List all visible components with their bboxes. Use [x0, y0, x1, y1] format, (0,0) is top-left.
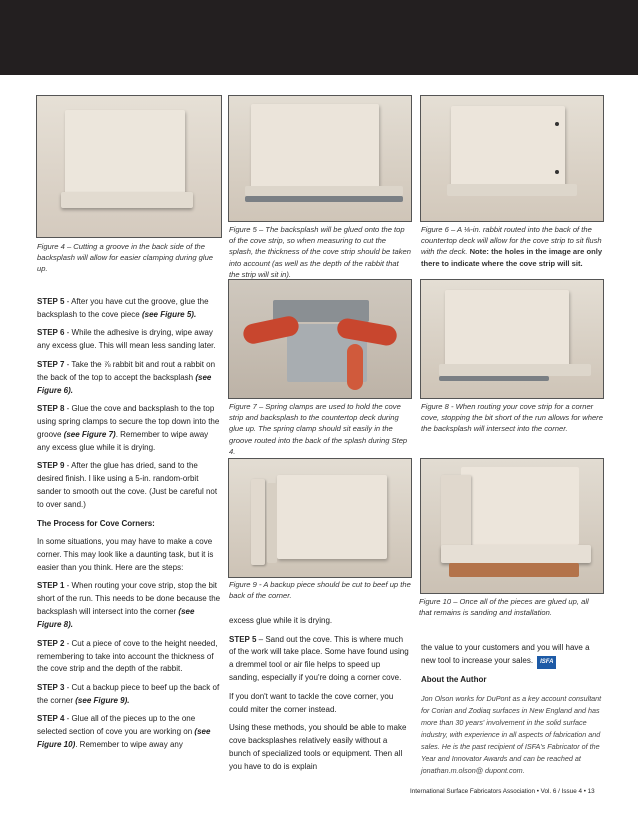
column-2-paragraph-3: Using these methods, you should be able to make cove backsplashes relatively easily without a bunch of specialized tools or equipment. Then all you have to do is explain	[229, 723, 407, 771]
corner-step-1-text: - When routing your cove strip, stop the bit short of the run. This needs to be done because the backsplash will intersect into the corner	[37, 581, 221, 617]
column-3-continuation: the value to your customers and you will have a new tool to increase your sales.	[421, 643, 590, 665]
column-2-text	[229, 615, 411, 779]
step-7-text: - Take the ⅞ rabbit bit and rout a rabbit on the back of the top to accept the backsplash	[37, 359, 216, 382]
figure-9-caption: Figure 9 - A backup piece should be cut to beef up the back of the corner.	[229, 580, 411, 601]
column-1-text	[37, 296, 221, 758]
corner-step-2-text: - Cut a piece of cove to the height needed, remembering to take into account the thickness of the cove strip and the depth of the rabbit.	[37, 638, 218, 674]
corner-step-4-text: - Glue all of the pieces up to the one selected section of cove you are working on	[37, 714, 196, 737]
figure-7-photo	[228, 279, 412, 399]
step-7-label: STEP 7	[37, 359, 65, 369]
step-8-text-2: . Remember to wipe away any excess glue while it is drying.	[37, 429, 209, 452]
process-heading: The Process for Cove Corners:	[37, 518, 155, 528]
figure-4-caption: Figure 4 – Cutting a groove in the back side of the backsplash will allow for easier clamping during glue up.	[37, 242, 214, 274]
step-6-text: - While the adhesive is drying, wipe away any excess glue. This will mean less sanding later.	[37, 328, 216, 351]
figure-7-caption: Figure 7 – Spring clamps are used to hold the cove strip and backsplash to the countertop deck during glue up. The spring clamp should sit easily in the groove routed into the back of the splash during Step 4.	[229, 402, 408, 456]
figure-6-note: Note: the holes in the image are only there to indicate where the cove strip will sit.	[421, 247, 603, 268]
figure-5-photo	[228, 95, 412, 222]
about-author-heading: About the Author	[421, 675, 487, 685]
figure-10-caption: Figure 10 – Once all of the pieces are glued up, all that remains is sanding and installation.	[419, 597, 589, 618]
process-intro: In some situations, you may have to make a cove corner. This may look like a daunting task, but it is easier than you think. Here are the steps:	[37, 537, 214, 572]
corner-step-1-label: STEP 1	[37, 581, 65, 591]
final-step-5-label: STEP 5	[229, 634, 257, 644]
corner-step-2-label: STEP 2	[37, 638, 65, 648]
final-step-5-text: – Sand out the cove. This is where much of the work will take place. Some have found using a dremmel tool or air file helps to speed up sanding, especially if you're doing a corner cove.	[229, 634, 409, 683]
step-9-text: - After the glue has dried, sand to the desired finish. I like using a 5-in. random-orbit sander to smooth out the cove. (Just be careful not to over sand.)	[37, 461, 218, 510]
figure-8-caption: Figure 8 - When routing your cove strip for a corner cove, stopping the bit short of the run allows for where the backsplash will intersect into the corner.	[421, 402, 603, 434]
step-9-label: STEP 9	[37, 461, 65, 471]
figure-6-caption-text: Figure 6 – A ⅛-in. rabbit routed into the back of the countertop deck will allow for the cove strip to sit flush with the deck.	[421, 225, 602, 257]
figure-4-photo	[36, 95, 222, 238]
corner-step-3-text: - Cut a backup piece to beef up the back of the corner	[37, 682, 220, 705]
corner-step-4-label: STEP 4	[37, 714, 65, 724]
page-footer: International Surface Fabricators Association • Vol. 6 / Issue 4 • 13	[410, 788, 595, 795]
corner-step-1-ref: (see Figure 8).	[37, 607, 195, 630]
column-3-text	[421, 642, 603, 777]
step-6-label: STEP 6	[37, 328, 65, 338]
corner-step-3-ref: (see Figure 9).	[75, 695, 130, 705]
header-bar	[0, 0, 638, 75]
step-8-label: STEP 8	[37, 404, 65, 414]
column-2-paragraph-2: If you don't want to tackle the cove corner, you could miter the corner instead.	[229, 691, 394, 714]
figure-9-photo	[228, 458, 412, 578]
corner-step-3-label: STEP 3	[37, 682, 65, 692]
step-5-label: STEP 5	[37, 297, 65, 306]
figure-6-caption	[421, 224, 603, 269]
figure-8-photo	[420, 279, 604, 399]
figure-10-photo	[420, 458, 604, 594]
column-2-continuation: excess glue while it is drying.	[229, 616, 333, 625]
corner-step-4-ref: (see Figure 10)	[37, 727, 211, 750]
step-5-ref: (see Figure 5).	[141, 309, 197, 319]
about-author-text: Jon Olson works for DuPont as a key account consultant for Corian and Zodiaq surfaces in New England and has more than 30 years' involvement in the solid surface industry, with experience in all aspects of fabrication and sales. He is the past recipient of ISFA's Fabricator of the Year and Innovator Awards and can be reached at jonathan.m.olson@ dupont.com.	[421, 693, 602, 775]
step-5-text: - After you have cut the groove, glue the backsplash to the cove piece	[37, 297, 209, 319]
step-7-ref: (see Figure 6).	[37, 372, 212, 395]
step-8-ref: (see Figure 7)	[63, 429, 116, 439]
step-8-text: - Glue the cove and backsplash to the top using spring clamps to secure the top down into the groove	[37, 404, 220, 439]
figure-6-photo	[420, 95, 604, 222]
corner-step-4-text-2: . Remember to wipe away any	[75, 740, 183, 750]
isfa-logo: ISFA	[537, 656, 556, 669]
figure-5-caption: Figure 5 – The backsplash will be glued onto the top of the cove strip, so when measuring to cut the splash, the thickness of the cove strip should be taken into account (as well as the depth of the rabbit that the strip will sit in).	[229, 225, 411, 279]
